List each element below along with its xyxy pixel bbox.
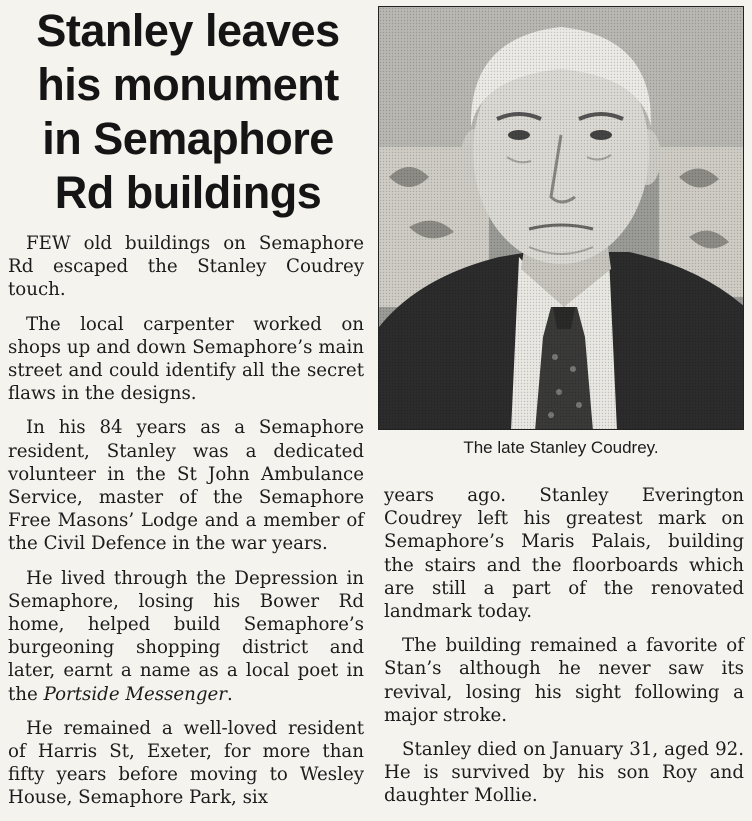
article-paragraph-5-part-b: years ago. Stanley Everington Coudrey left his greatest mark on Semaphore’s Maris Palais, building the stairs and the floorboards which are still a part of the renovated landmark today. <box>384 485 744 623</box>
article-paragraph-1: FEW old buildings on Semaphore Rd escaped the Stanley Coudrey touch. <box>8 233 364 301</box>
headline-line-4: Rd buildings <box>54 167 322 218</box>
photo-caption: The late Stanley Coudrey. <box>463 438 659 457</box>
article-column-right <box>384 484 744 819</box>
publication-name: Portside Messenger <box>43 683 227 705</box>
paragraph-4-text-start: He lived through the Depression in Semaphore, losing his Bower Rd home, helped build Semaphore’s burgeoning shopping district and later, earnt a name as a local poet in the <box>8 567 364 705</box>
article-paragraph-7: Stanley died on January 31, aged 92. He is survived by his son Roy and daughter Mollie. <box>384 739 744 807</box>
portrait-illustration <box>379 7 744 430</box>
headline-line-1: Stanley leaves <box>36 5 340 56</box>
article-paragraph-3: In his 84 years as a Semaphore resident, Stanley was a dedicated volunteer in the St John Ambulance Service, master of the Semaphore Free Masons’ Lodge and a member of the Civil Defence in the war years. <box>8 417 364 555</box>
article-paragraph-2: The local carpenter worked on shops up and down Semaphore’s main street and could identify all the secret flaws in the designs. <box>8 313 364 405</box>
portrait-photo <box>378 6 744 430</box>
article-paragraph-4 <box>8 567 364 706</box>
paragraph-4-text-end: . <box>227 683 233 705</box>
headline-line-2: his monument <box>37 59 339 110</box>
article-paragraph-5-part-a: He remained a well-loved resident of Harris St, Exeter, for more than fifty years before moving to Wesley House, Semaphore Park, six <box>8 717 364 809</box>
article-paragraph-6: The building remained a favorite of Stan’s although he never saw its revival, losing his sight following a major stroke. <box>384 635 744 726</box>
headline <box>8 4 368 220</box>
article-column-left <box>8 232 364 821</box>
headline-line-3: in Semaphore <box>42 113 334 164</box>
